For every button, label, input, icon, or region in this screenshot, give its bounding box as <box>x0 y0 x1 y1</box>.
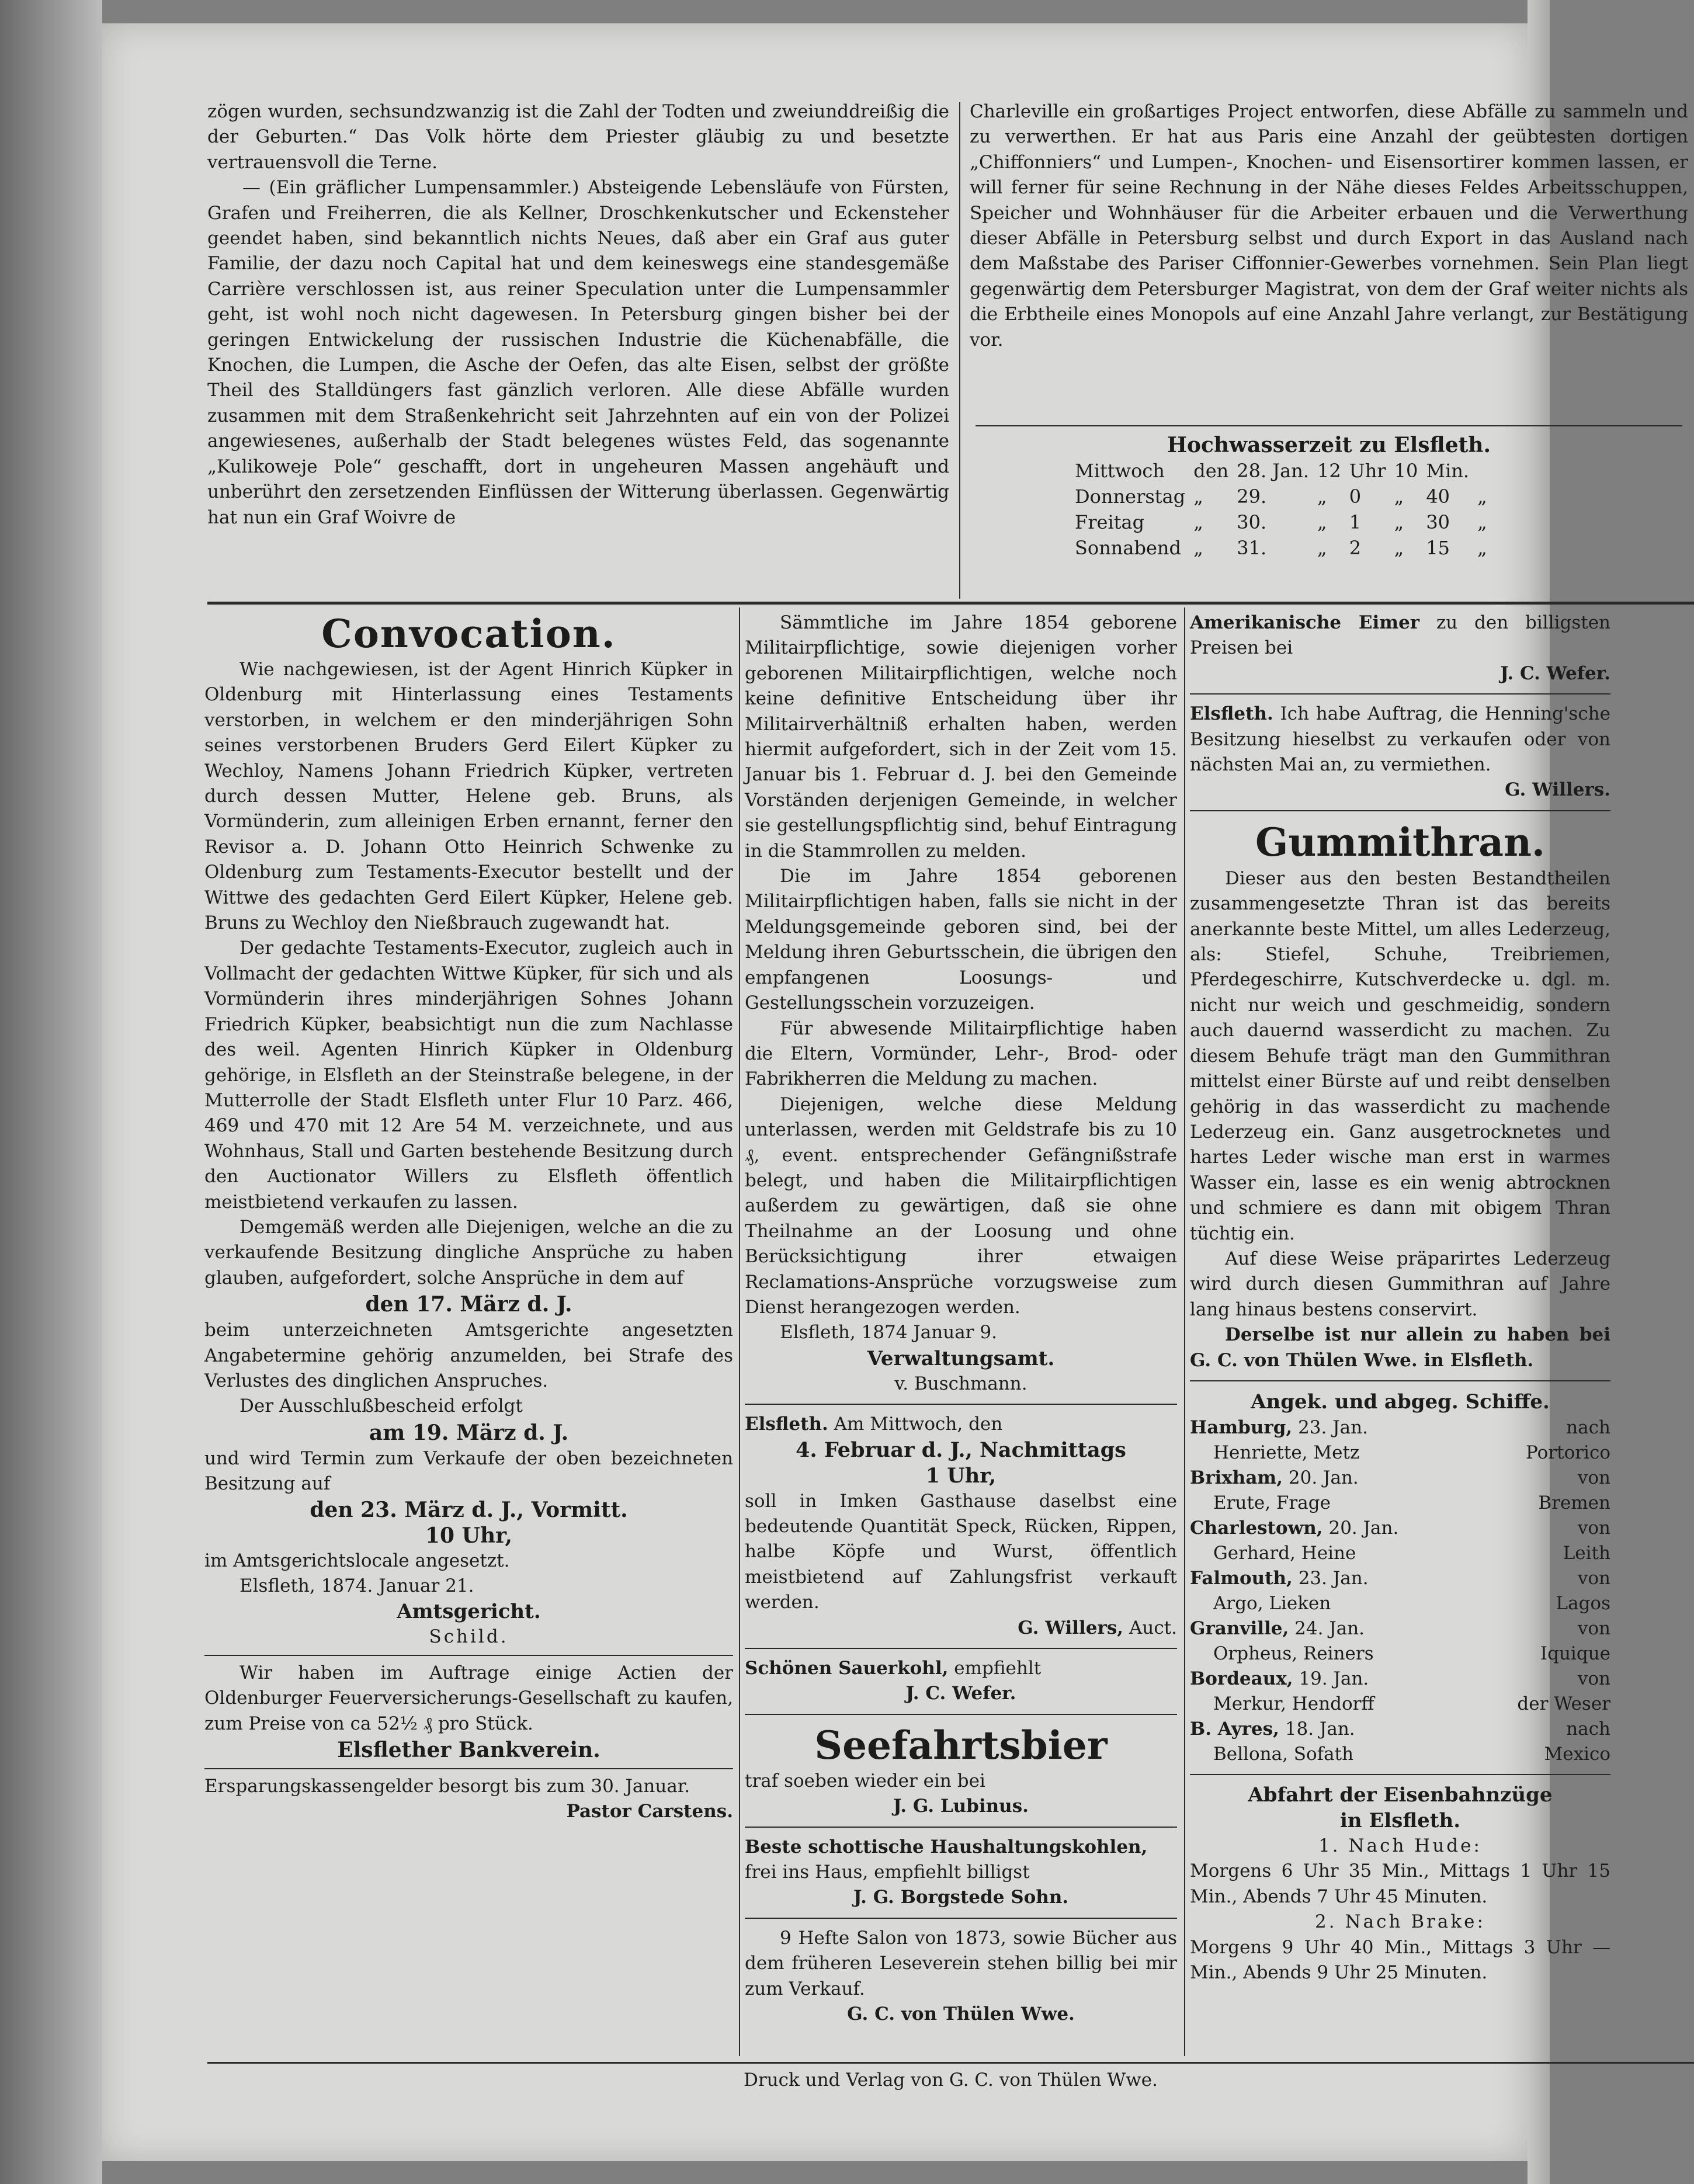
ship-name: Gerhard, Heine <box>1213 1542 1356 1564</box>
signer: v. Buschmann. <box>894 1373 1027 1394</box>
tide-cell: „ <box>1477 485 1487 508</box>
court-name: Amtsgericht. <box>397 1600 541 1624</box>
ship-port: Charlestown, <box>1190 1517 1323 1539</box>
ship-direction: von <box>1577 1517 1610 1539</box>
time-line: 10 Uhr, <box>425 1523 513 1548</box>
auction-intro: Am Mittwoch, den <box>834 1414 1003 1435</box>
kraut-signature: J. C. Wefer. <box>905 1683 1016 1704</box>
ships-title: Angek. und abgeg. Schiffe. <box>1251 1390 1550 1414</box>
ship-name: Henriette, Metz <box>1213 1442 1360 1463</box>
tide-min: 10 <box>1394 460 1418 482</box>
tide-cell: „ <box>1317 511 1327 533</box>
ad-rule <box>745 1404 1177 1405</box>
article-paragraph: zögen wurden, sechsundzwanzig ist die Zahl der Todten und zweiunddreißig die der Geburten.“ Das Volk hörte dem Priester gläubig zu und besetzte vertrauensvoll die Terne. <box>207 101 949 173</box>
ship-name: Orpheus, Reiners <box>1213 1643 1374 1664</box>
column-2 <box>745 610 1177 2059</box>
ship-port: Brixham, <box>1190 1467 1283 1488</box>
rail-times: Morgens 6 Uhr 35 Min., Mittags 1 Uhr 15 Min., Abends 7 Uhr 45 Minuten. <box>1190 1860 1610 1907</box>
ad-rule <box>1190 693 1610 695</box>
column-divider <box>739 607 740 2056</box>
coal-signature: J. G. Borgstede Sohn. <box>853 1887 1069 1908</box>
tide-row <box>1075 509 1495 535</box>
tide-row <box>1075 458 1495 484</box>
ship-name: Merkur, Hendorff <box>1213 1693 1374 1714</box>
ad-text: Ersparungskassengelder besorgt bis zum 30. Januar. <box>204 1776 690 1797</box>
tide-table <box>1075 458 1495 561</box>
tide-date: 31. <box>1237 537 1267 559</box>
coal-title: Beste schottische Haushaltungskohlen, <box>745 1836 1148 1857</box>
ship-date: 19. Jan. <box>1299 1668 1369 1689</box>
tide-cell: Min. <box>1426 460 1470 482</box>
tide-day: Donnerstag <box>1075 485 1186 508</box>
article-top-left <box>207 99 949 602</box>
ship-direction: von <box>1577 1567 1610 1589</box>
tide-cell: „ <box>1193 537 1203 559</box>
tide-min: 15 <box>1426 537 1450 559</box>
tide-cell: „ <box>1394 537 1404 559</box>
ship-destination: Lagos <box>1556 1592 1610 1614</box>
ship-date: 24. Jan. <box>1294 1617 1365 1639</box>
auction-date: 4. Februar d. J., Nachmittags <box>796 1438 1126 1462</box>
ship-direction: nach <box>1566 1718 1610 1739</box>
ship-port: B. Ayres, <box>1190 1718 1279 1739</box>
books-text: 9 Hefte Salon von 1873, sowie Bücher aus dem früheren Leseverein stehen billig bei mir zum Verkauf. <box>745 1927 1177 1999</box>
ship-name: Erute, Frage <box>1213 1492 1331 1513</box>
ship-port: Falmouth, <box>1190 1567 1293 1589</box>
seefahrtsbier-title: Seefahrtsbier <box>814 1722 1108 1768</box>
ad-rule <box>1190 1380 1610 1381</box>
tide-cell: „ <box>1317 537 1327 559</box>
ship-entry <box>1190 1717 1610 1767</box>
gummithran-paragraph: Dieser aus den besten Bestandtheilen zusammengesetzte Thran ist das bereits anerkannte beste Mittel, um alles Lederzeug, als: Stiefel, Schuhe, Treibriemen, Pferdegeschirre, Kutschverdecke u. dgl. m. nicht nur weich und geschmeidig, sondern auch dauernd wasserdicht zu machen. Zu diesem Behufe trägt man den Gummithran mittelst einer Bürste auf und reibt denselben gehörig in das wasserdicht zu machende Lederzeug ein. Ganz ausgetrocknetes und hartes Leder wische man erst in warmes Wasser ein, lasse es ein wenig abtrocknen und schmiere es dann mit obigem Thran tüchtig ein. <box>1190 867 1610 1244</box>
ship-entry <box>1190 1666 1610 1717</box>
ship-destination: Iquique <box>1540 1643 1610 1664</box>
house-text: Ich habe Auftrag, die Henning'sche Besitzung hieselbst zu verkaufen oder von nächsten Mai an, zu vermiethen. <box>1190 703 1610 776</box>
tide-hour: 12 <box>1317 460 1341 482</box>
convocation-paragraph: beim unterzeichneten Amtsgerichte angesetzten Angabetermine gehörig anzumelden, bei Strafe des Verlustes des dinglichen Anspruches. <box>204 1320 733 1391</box>
date-line: den 23. März d. J., Vormitt. <box>310 1497 628 1522</box>
section-rule <box>976 425 1682 426</box>
tide-cell: „ <box>1193 511 1203 533</box>
ship-destination: der Weser <box>1517 1693 1610 1714</box>
footer-rule <box>207 2062 1694 2064</box>
books-signature: G. C. von Thülen Wwe. <box>847 2004 1075 2025</box>
auction-signature-title: Auct. <box>1129 1617 1177 1638</box>
kraut-title: Schönen Sauerkohl, <box>745 1658 949 1679</box>
office-name: Verwaltungsamt. <box>867 1346 1055 1370</box>
ad-rule <box>1190 1774 1610 1775</box>
place-date: Elsfleth, 1874. Januar 21. <box>239 1575 474 1596</box>
column-1 <box>204 610 733 2059</box>
ship-destination: Leith <box>1563 1542 1610 1564</box>
convocation-paragraph: und wird Termin zum Verkaufe der oben bezeichneten Besitzung auf <box>204 1447 733 1495</box>
tide-cell: „ <box>1317 485 1327 508</box>
tide-hour: 2 <box>1349 537 1362 559</box>
tide-row <box>1075 535 1495 561</box>
date-line: am 19. März d. J. <box>369 1420 569 1445</box>
tide-cell: „ <box>1477 511 1487 533</box>
ship-port: Granville, <box>1190 1617 1289 1639</box>
tide-cell: den <box>1193 460 1229 482</box>
ship-date: 20. Jan. <box>1328 1517 1399 1539</box>
tide-date: 29. <box>1237 485 1267 508</box>
tide-title: Hochwasserzeit zu Elsfleth. <box>1167 433 1491 457</box>
rail-title-place: in Elsfleth. <box>1339 1808 1461 1832</box>
signer: Schild. <box>429 1626 509 1648</box>
convocation-paragraph: im Amtsgerichtslocale angesetzt. <box>204 1550 510 1571</box>
column-divider <box>1184 607 1185 2056</box>
auction-text: soll in Imken Gasthause daselbst eine bedeutende Quantität Speck, Rücken, Rippen, halbe Köpfe und Wurst, öffentlich meistbietend auf Zahlungsfrist verkauft werden. <box>745 1490 1177 1613</box>
ad-text: Wir haben im Auftrage einige Actien der Oldenburger Feuerversicherungs-Gesellschaft zu kaufen, zum Preise von ca 52½ ₰ pro Stück. <box>204 1662 733 1734</box>
ship-port: Bordeaux, <box>1190 1668 1293 1689</box>
coal-text: frei ins Haus, empfiehlt billigst <box>745 1862 1030 1883</box>
eimer-signature: J. C. Wefer. <box>1500 662 1610 684</box>
ad-rule <box>745 1714 1177 1715</box>
ship-name: Argo, Lieken <box>1213 1592 1331 1614</box>
ad-rule <box>745 1827 1177 1828</box>
ship-entry <box>1190 1415 1610 1466</box>
notice-paragraph: Sämmtliche im Jahre 1854 geborene Militairpflichtige, sowie diejenigen vorher geborenen Militairpflichtigen, welche noch keine definitive Entscheidung über ihr Militairverhältniß erhalten haben, werden hiermit aufgefordert, sich in der Zeit vom 15. Januar bis 1. Februar d. J. bei den Gemeinde Vorständen derjenigen Gemeinde, in welcher sie gestellungspflichtig sind, behuf Eintragung in die Stammrollen zu melden. <box>745 612 1177 862</box>
tide-cell: „ <box>1477 537 1487 559</box>
convocation-paragraph: Wie nachgewiesen, ist der Agent Hinrich Küpker in Oldenburg mit Hinterlassung eines Testaments verstorben, in welchem er den minderjährigen Sohn seines verstorbenen Bruders Gerd Eilert Küpker zu Wechloy, Namens Johann Friedrich Küpker, vertreten durch dessen Mutter, Helene geb. Bruns, als Vormünderin, zum alleinigen Erben ernannt, ferner den Revisor a. D. Johann Otto Heinrich Schwenke zu Oldenburg zum Testaments-Executor bestellt und der Wittwe des gedachten Gerd Eilert Küpker, Helene geb. Bruns zu Wechloy den Nießbrauch zugewandt hat. <box>204 659 733 934</box>
newspaper-page <box>102 23 1688 2161</box>
convocation-paragraph: Demgemäß werden alle Diejenigen, welche an die zu verkaufende Besitzung dingliche Ansprüche zu haben glauben, aufgefordert, solche Ansprüche in dem auf <box>204 1216 733 1289</box>
notice-paragraph: Diejenigen, welche diese Meldung unterlassen, werden mit Geldstrafe bis zu 10 ₰, event. entsprechender Gefängnißstrafe belegt, und haben die Militairpflichtigen außerdem zu gewärtigen, daß sie ohne Theilnahme an der Loosung und ohne Berücksichtigung ihrer etwaigen Reclamations-Ansprüche vorzugsweise zum Dienst herangezogen werden. <box>745 1093 1177 1318</box>
tide-day: Freitag <box>1075 511 1145 533</box>
rail-times: Morgens 9 Uhr 40 Min., Mittags 3 Uhr — Min., Abends 9 Uhr 25 Minuten. <box>1190 1936 1610 1983</box>
ship-name: Bellona, Sofath <box>1213 1743 1354 1765</box>
article-top-right <box>970 99 1688 426</box>
ad-rule <box>745 1648 1177 1649</box>
ship-entry <box>1190 1616 1610 1666</box>
tide-date: 30. <box>1237 511 1267 533</box>
ship-date: 18. Jan. <box>1285 1718 1355 1739</box>
eimer-text: zu den billigsten Preisen bei <box>1190 612 1611 659</box>
ship-port: Hamburg, <box>1190 1416 1293 1438</box>
date-line: den 17. März d. J. <box>365 1292 572 1317</box>
tide-min: 30 <box>1426 511 1450 533</box>
notice-paragraph: Die im Jahre 1854 geborenen Militairpflichtigen haben, falls sie nicht in der Meldungsgemeinde geboren sind, bei der Meldung ihren Geburtsschein, die übrigen den empfangenen Loosungs- und Gestellungsschein vorzuzeigen. <box>745 866 1177 1014</box>
auction-signature: G. Willers, <box>1018 1617 1124 1638</box>
tide-min: 40 <box>1426 485 1450 508</box>
tide-cell: „ <box>1394 511 1404 533</box>
notice-paragraph: Für abwesende Militairpflichtige haben die Eltern, Vormünder, Lehr-, Brod- oder Fabrikherren die Meldung zu machen. <box>745 1018 1177 1090</box>
tide-cell: „ <box>1193 485 1203 508</box>
ad-rule <box>745 1918 1177 1919</box>
gummithran-title: Gummithran. <box>1255 819 1546 865</box>
bier-signature: J. G. Lubinus. <box>893 1796 1029 1817</box>
ship-direction: von <box>1577 1617 1610 1639</box>
ship-list <box>1190 1415 1610 1767</box>
section-thick-rule <box>207 602 1694 605</box>
book-binding <box>0 0 102 2184</box>
place-date: Elsfleth, 1874 Januar 9. <box>780 1322 997 1343</box>
ship-date: 23. Jan. <box>1298 1416 1368 1438</box>
ship-date: 23. Jan. <box>1298 1567 1369 1589</box>
ad-rule <box>204 1655 733 1656</box>
ad-rule <box>204 1768 733 1769</box>
ship-entry <box>1190 1516 1610 1566</box>
ship-destination: Mexico <box>1544 1743 1610 1765</box>
ship-direction: nach <box>1566 1416 1610 1438</box>
ship-date: 20. Jan. <box>1288 1467 1359 1488</box>
convocation-paragraph: Der gedachte Testaments-Executor, zugleich auch in Vollmacht der gedachten Wittwe Küpker, für sich und als Vormünderin ihres minderjährigen Sohnes Johann Friedrich Küpker, beabsichtigt nun die zum Nachlasse des weil. Agenten Hinrich Küpker in Oldenburg gehörige, in Elsfleth an der Steinstraße belegene, in der Mutterrolle der Stadt Elsfleth unter Flur 10 Parz. 466, 469 und 470 mit 12 Are 54 M. verzeichnete, und aus Wohnhaus, Stall und Garten bestehende Besitzung durch den Auctionator Willers zu Elsfleth öffentlich meistbietend verkaufen zu lassen. <box>204 938 733 1213</box>
article-paragraph: Charleville ein großartiges Project entworfen, diese Abfälle zu sammeln und zu verwerthen. Er hat aus Paris eine Anzahl der geübtesten dortigen „Chiffonniers“ und Lumpen-, Knochen- und Eisensortirer kommen lassen, er will ferner für seine Rechnung in der Nähe dieses Feldes Arbeitsschuppen, Speicher und Wohnhäuser für die Arbeiter erbauen und die Verwerthung dieser Abfälle in Petersburg selbst und durch Export in das Ausland nach dem Maßstabe des Pariser Ciffonnier-Gewerbes vornehmen. Sein Plan liegt gegenwärtig dem Petersburger Magistrat, von dem der Graf weiter nichts als die Erbtheile eines Monopols auf eine Anzahl Jahre verlangt, zur Bestätigung vor. <box>970 101 1688 350</box>
gummithran-paragraph: Auf diese Weise präparirtes Lederzeug wird durch diesen Gummithran auf Jahre lang hinaus bestens conservirt. <box>1190 1248 1610 1320</box>
tide-date: 28. Jan. <box>1237 460 1309 482</box>
tide-day: Mittwoch <box>1075 460 1165 482</box>
convocation-paragraph: Der Ausschlußbescheid erfolgt <box>239 1395 523 1417</box>
ship-direction: von <box>1577 1467 1610 1488</box>
rail-route: 2. Nach Brake: <box>1315 1911 1485 1933</box>
article-paragraph: — (Ein gräflicher Lumpensammler.) Absteigende Lebensläufe von Fürsten, Grafen und Freiherren, die als Kellner, Droschkenkutscher und Eckensteher geendet haben, sind bekanntlich nichts Neues, daß aber ein Graf aus guter Familie, der dazu noch Capital hat und dem keineswegs eine standesgemäße Carrière verschlossen ist, aus reiner Speculation unter die Lumpensammler geht, ist wohl noch nicht dagewesen. In Petersburg gingen bisher bei der geringen Entwickelung der russischen Industrie die Küchenabfälle, die Knochen, die Lumpen, die Asche der Oefen, das alte Eisen, selbst der größte Theil des Stalldüngers fast gänzlich verloren. Alle diese Abfälle wurden zusammen mit dem Straßenkehricht seit Jahrzehnten auf ein von der Polizei angewiesenes, außerhalb der Stadt belegenes wüstes Feld, das sogenannte „Kulikoweje Pole“ geschafft, dort in ungeheuren Massen angehäuft und unberührt den zersetzenden Einflüssen der Witterung überlassen. Gegenwärtig hat nun ein Graf Woivre de <box>207 177 949 528</box>
gummithran-paragraph: Derselbe ist nur allein zu haben bei G. C. von Thülen Wwe. in Elsfleth. <box>1190 1324 1610 1371</box>
rail-title: Abfahrt der Eisenbahnzüge <box>1248 1783 1553 1807</box>
tide-hour: 0 <box>1349 485 1362 508</box>
auction-place: Elsfleth. <box>745 1414 828 1435</box>
ad-signature: Elsflether Bankverein. <box>337 1738 600 1763</box>
rail-route: 1. Nach Hude: <box>1318 1835 1482 1856</box>
column-3 <box>1190 610 1610 2059</box>
tide-day: Sonnabend <box>1075 537 1181 559</box>
house-signature: G. Willers. <box>1505 779 1610 801</box>
footer-imprint: Druck und Verlag von G. C. von Thülen Wwe. <box>743 2070 1158 2091</box>
house-place: Elsfleth. <box>1190 703 1273 725</box>
ad-signature: Pastor Carstens. <box>566 1801 733 1822</box>
tide-cell: Uhr <box>1349 460 1386 482</box>
auction-time: 1 Uhr, <box>925 1463 997 1488</box>
ship-entry <box>1190 1566 1610 1616</box>
kraut-text: empfiehlt <box>954 1658 1042 1679</box>
column-divider <box>959 102 960 599</box>
bier-text: traf soeben wieder ein bei <box>745 1770 985 1791</box>
ship-direction: von <box>1577 1668 1610 1689</box>
tide-cell: „ <box>1394 485 1404 508</box>
ship-destination: Bremen <box>1538 1492 1610 1513</box>
tide-hour: 1 <box>1349 511 1362 533</box>
ship-destination: Portorico <box>1526 1442 1610 1463</box>
ad-rule <box>1190 810 1610 811</box>
tide-row <box>1075 484 1495 509</box>
tide-table-block <box>970 432 1688 596</box>
eimer-title: Amerikanische Eimer <box>1190 612 1420 633</box>
ship-entry <box>1190 1466 1610 1516</box>
convocation-title: Convocation. <box>321 611 616 657</box>
